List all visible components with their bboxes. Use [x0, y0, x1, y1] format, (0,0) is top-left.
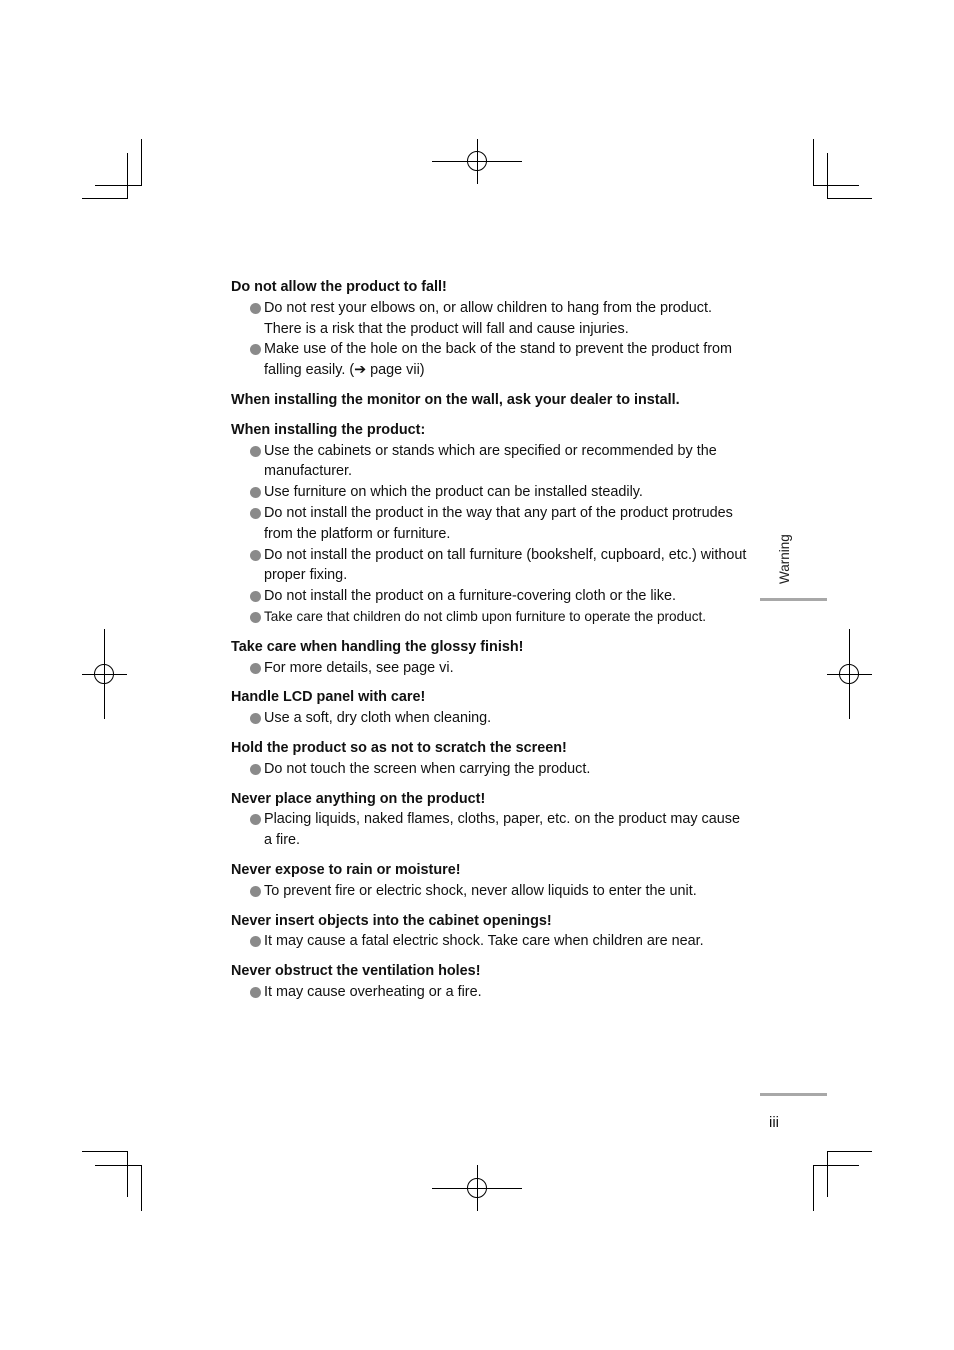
bullet-text: Use a soft, dry cloth when cleaning. — [264, 710, 492, 727]
section-heading: Never insert objects into the cabinet openings! — [231, 912, 552, 929]
bullet-dot-icon — [250, 663, 261, 674]
bullet-item — [231, 586, 751, 607]
bullet-text: Do not install the product on tall furniture (bookshelf, cupboard, etc.) without proper fixing. — [264, 546, 747, 584]
bullet-dot-icon — [250, 764, 261, 775]
bullet-text: To prevent fire or electric shock, never allow liquids to enter the unit. — [264, 882, 697, 899]
bullet-dot-icon — [250, 446, 261, 457]
section-heading: When installing the monitor on the wall, ask your dealer to install. — [231, 391, 680, 408]
section-heading: Do not allow the product to fall! — [231, 279, 447, 295]
bullet-item — [231, 881, 751, 902]
section-heading: Take care when handling the glossy finish! — [231, 638, 524, 655]
bullet-dot-icon — [250, 713, 261, 724]
section-heading: Handle LCD panel with care! — [231, 689, 426, 706]
bullet-text: Take care that children do not climb upon furniture to operate the product. — [264, 608, 707, 624]
bullet-item — [231, 482, 751, 503]
bullet-text: Use the cabinets or stands which are specified or recommended by the manufacturer. — [264, 442, 717, 480]
bullet-dot-icon — [250, 987, 261, 998]
bullet-item — [231, 708, 751, 729]
bullet-item — [231, 298, 751, 340]
bullet-text: Make use of the hole on the back of the stand to prevent the product from falling easily. (➔ page vii) — [264, 341, 732, 379]
bullet-dot-icon — [250, 936, 261, 947]
bullet-dot-icon — [250, 550, 261, 561]
bullet-dot-icon — [250, 344, 261, 355]
bullet-dot-icon — [250, 591, 261, 602]
side-tab-label: Warning — [777, 534, 792, 584]
bullet-dot-icon — [250, 303, 261, 314]
warning-section — [231, 860, 751, 902]
bullet-dot-icon — [250, 886, 261, 897]
section-heading: Hold the product so as not to scratch the screen! — [231, 739, 567, 756]
section-heading: Never place anything on the product! — [231, 790, 486, 807]
bullet-dot-icon — [250, 508, 261, 519]
bullet-text: Placing liquids, naked flames, cloths, paper, etc. on the product may cause a fire. — [264, 811, 740, 849]
bullet-item — [231, 545, 751, 587]
warning-section — [231, 390, 751, 411]
bullet-text: Do not rest your elbows on, or allow children to hang from the product. There is a risk that the product will fall and cause injuries. — [264, 299, 712, 337]
section-heading: When installing the product: — [231, 421, 426, 438]
bullet-item — [231, 759, 751, 780]
warning-section — [231, 961, 751, 1003]
bullet-text: Do not install the product in the way that any part of the product protrudes from the platform or furniture. — [264, 504, 733, 542]
bullet-item — [231, 982, 751, 1003]
warning-section — [231, 911, 751, 953]
section-heading: Never obstruct the ventilation holes! — [231, 963, 481, 980]
bullet-item — [231, 441, 751, 483]
bullet-item — [231, 809, 751, 851]
side-tab-rule — [760, 598, 827, 601]
bullet-item — [231, 658, 751, 679]
warning-section — [231, 687, 751, 729]
bullet-item — [231, 503, 751, 545]
warning-section — [231, 420, 751, 628]
warning-section — [231, 789, 751, 851]
section-heading: Never expose to rain or moisture! — [231, 861, 461, 878]
warning-section — [231, 738, 751, 780]
bullet-text: For more details, see page vi. — [264, 659, 454, 676]
bullet-dot-icon — [250, 814, 261, 825]
page-number: iii — [769, 1114, 779, 1131]
warning-content — [231, 277, 751, 1012]
bullet-item — [231, 339, 751, 381]
warning-section — [231, 637, 751, 679]
bullet-text: It may cause a fatal electric shock. Take care when children are near. — [264, 933, 704, 950]
bullet-text: Do not install the product on a furniture-covering cloth or the like. — [264, 588, 676, 605]
bullet-dot-icon — [250, 487, 261, 498]
bullet-text: Do not touch the screen when carrying the product. — [264, 760, 591, 777]
bullet-dot-icon — [250, 612, 261, 623]
bullet-item — [231, 607, 751, 628]
warning-section — [231, 277, 751, 381]
bullet-text: Use furniture on which the product can be installed steadily. — [264, 484, 643, 501]
bullet-text: It may cause overheating or a fire. — [264, 983, 482, 1000]
side-tab — [760, 520, 828, 602]
bullet-item — [231, 931, 751, 952]
footer-rule — [760, 1093, 827, 1096]
